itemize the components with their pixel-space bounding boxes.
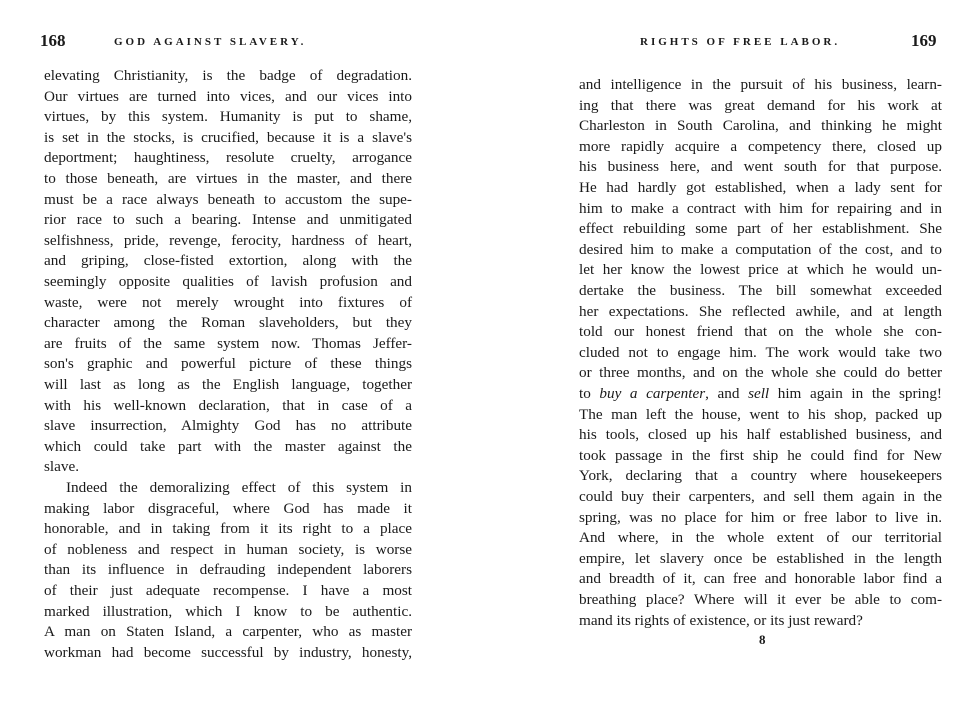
- text-line: And where, in the whole extent of our territorial: [579, 529, 942, 547]
- text-line: slave.: [44, 458, 80, 476]
- text-line: let her know the lowest price at which he would un-: [579, 261, 942, 279]
- text-line: him to make a contract with him for repairing and in: [579, 199, 942, 217]
- page-number: 168: [40, 31, 66, 50]
- text-line: York, declaring that a country where housekeepers: [579, 467, 942, 485]
- text-line: to buy a carpenter, and sell him again in the spring!: [579, 385, 942, 402]
- text-line: cluded not to engage him. The work would take two: [579, 343, 942, 361]
- text-line: breathing place? Where will it ever be able to com-: [579, 591, 942, 608]
- text-line: empire, let slavery once be established in the length: [579, 549, 942, 567]
- text-line: dertake the business. The bill somewhat exceeded: [579, 282, 942, 299]
- text-line: son's graphic and powerful picture of these things: [44, 355, 412, 373]
- text-line: Our virtues are turned into vices, and our vices into: [44, 87, 412, 105]
- text-line: deportment; haughtiness, resolute cruelty, arrogance: [44, 149, 412, 167]
- text-line: his tools, closed up his half established business, and: [579, 426, 942, 444]
- text-line: marked illustration, which I know to be authentic.: [44, 602, 412, 620]
- text-line: ing that there was great demand for his work at: [579, 96, 942, 114]
- text-line: must be a race always beneath to accustom the supe-: [44, 190, 412, 208]
- running-head: RIGHTS OF FREE LABOR.: [640, 36, 841, 48]
- text-line: The man left the house, went to his shop, packed up: [579, 405, 942, 423]
- signature-mark: 8: [759, 632, 766, 647]
- text-line: to those beneath, are virtues in the master, and there: [44, 170, 412, 187]
- text-line: or three months, and on the whole she could do better: [579, 364, 942, 382]
- text-line: Indeed the demoralizing effect of this system in: [66, 479, 412, 496]
- text-line: making labor disgraceful, where God has made it: [44, 499, 412, 517]
- right-page: [490, 0, 980, 706]
- text-line: than its influence in defrauding independent laborers: [44, 561, 412, 579]
- text-line: of their just adequate recompense. I have a most: [44, 582, 412, 599]
- text-line: could buy their carpenters, and sell them again in the: [579, 488, 942, 505]
- text-line: and breadth of it, can free and honorable labor find a: [579, 570, 942, 588]
- text-line: and intelligence in the pursuit of his business, learn-: [579, 76, 942, 93]
- text-line: effect rebuilding some part of her establishment. She: [579, 220, 942, 238]
- text-line: is set in the stocks, is crucified, because it is a slave's: [44, 128, 412, 146]
- text-line: mand its rights of existence, or its just reward?: [579, 611, 863, 629]
- text-line: elevating Christianity, is the badge of degradation.: [44, 67, 412, 84]
- text-line: took passage in the first ship he could find for New: [579, 446, 942, 464]
- text-line: character among the Roman slaveholders, but they: [44, 314, 412, 332]
- running-head: GOD AGAINST SLAVERY.: [114, 36, 307, 48]
- text-line: desired him to make a computation of the cost, and to: [579, 240, 942, 258]
- text-line: her expectations. She reflected awhile, and at length: [579, 302, 942, 320]
- text-line: honorable, and in taking from it its right to a place: [44, 520, 412, 538]
- text-line: are fruits of the same system now. Thomas Jeffer-: [44, 334, 412, 352]
- text-line: selfishness, pride, revenge, ferocity, hardness of heart,: [44, 231, 412, 249]
- page-number: 169: [911, 31, 937, 50]
- text-line: more rapidly acquire a competency there, closed up: [579, 137, 942, 155]
- text-line: his business here, and went south for that purpose.: [579, 158, 942, 176]
- text-line: and griping, close-fisted extortion, along with the: [44, 252, 412, 270]
- text-line: told our honest friend that on the whole she con-: [579, 323, 942, 341]
- text-line: spring, was no place for him or free labor to live in.: [579, 508, 942, 526]
- text-line: rior race to such a bearing. Intense and unmitigated: [44, 211, 412, 229]
- text-line: seemingly opposite qualities of lavish profusion and: [44, 273, 412, 290]
- text-line: which could take part with the master against the: [44, 437, 412, 455]
- text-line: will last as long as the English language, together: [44, 376, 412, 393]
- text-line: Charleston in South Carolina, and thinking he might: [579, 117, 942, 135]
- text-line: of nobleness and respect in human society, is worse: [44, 540, 412, 558]
- text-line: with his well-known declaration, that in case of a: [44, 396, 412, 414]
- text-line: A man on Staten Island, a carpenter, who as master: [44, 623, 412, 641]
- text-line: waste, were not merely wrought into fixtures of: [44, 293, 412, 311]
- text-line: slave insurrection, Almighty God has no attribute: [44, 417, 412, 435]
- text-line: workman had become successful by industry, honesty,: [44, 643, 412, 661]
- text-line: He had hardly got established, when a lady sent for: [579, 179, 942, 196]
- text-line: virtues, by this system. Humanity is put to shame,: [44, 108, 412, 126]
